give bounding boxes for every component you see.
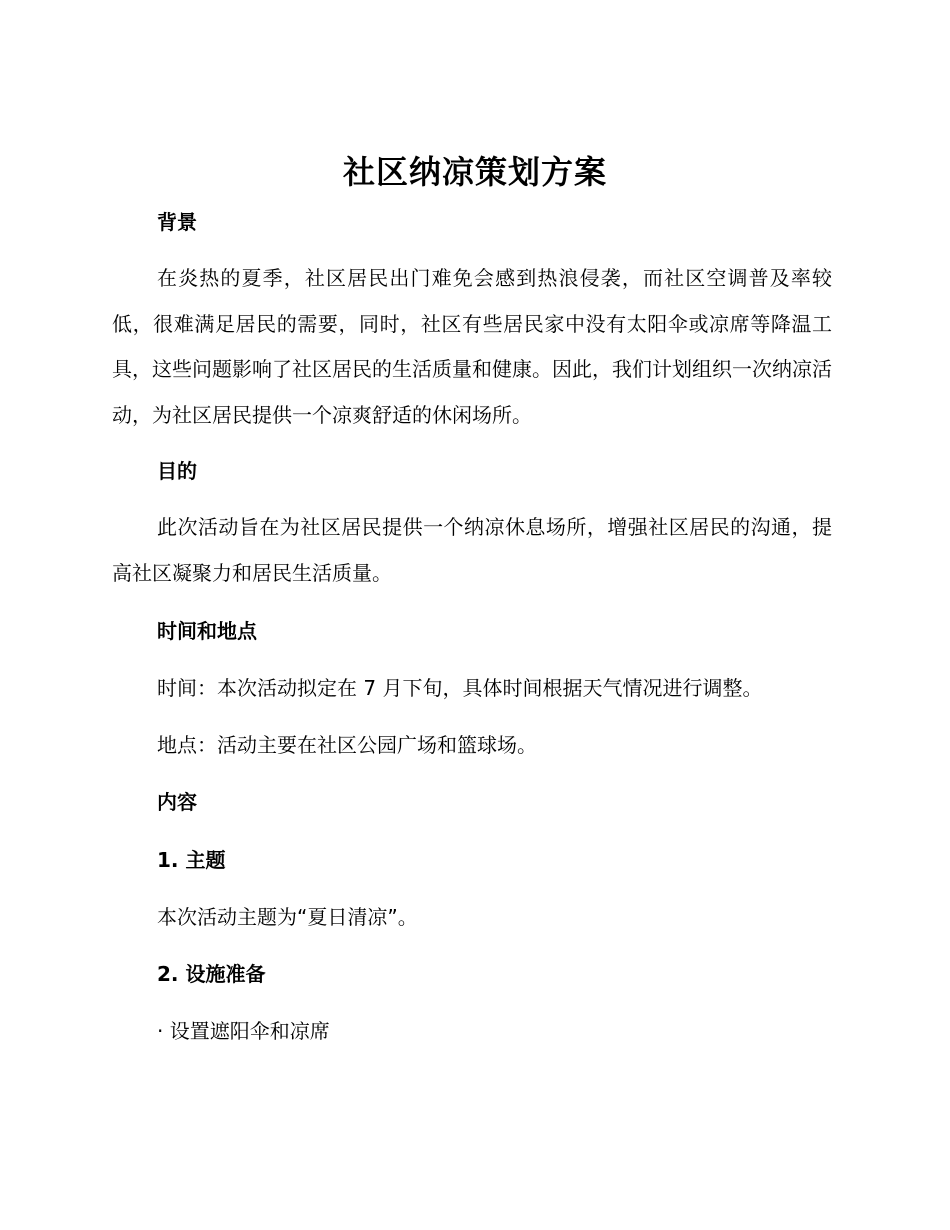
document-title: 社区纳凉策划方案 [342,153,607,191]
section-heading-purpose: 目的 [157,459,197,483]
subheading-theme: 1. 主题 [157,848,226,872]
section-heading-time-place: 时间和地点 [157,619,257,643]
section-heading-content: 内容 [157,790,197,814]
section-heading-background: 背景 [157,210,197,234]
theme-text: 本次活动主题为“夏日清凉”。 [157,905,418,929]
list-item: · 设置遮阳伞和凉席 [157,1019,330,1043]
place-line: 地点：活动主要在社区公园广场和篮球场。 [157,733,537,757]
subheading-facilities: 2. 设施准备 [157,962,266,986]
paragraph-background: 在炎热的夏季，社区居民出门难免会感到热浪侵袭，而社区空调普及率较低，很难满足居民的需要，同时，社区有些居民家中没有太阳伞或凉席等降温工具，这些问题影响了社区居民的生活质量和健康。因此，我们计划组织一次纳凉活动，为社区居民提供一个凉爽舒适的休闲场所。 [112,266,832,427]
paragraph-purpose: 此次活动旨在为社区居民提供一个纳凉休息场所，增强社区居民的沟通，提高社区凝聚力和居民生活质量。 [112,515,832,585]
time-line: 时间：本次活动拟定在 7 月下旬，具体时间根据天气情况进行调整。 [157,676,763,700]
